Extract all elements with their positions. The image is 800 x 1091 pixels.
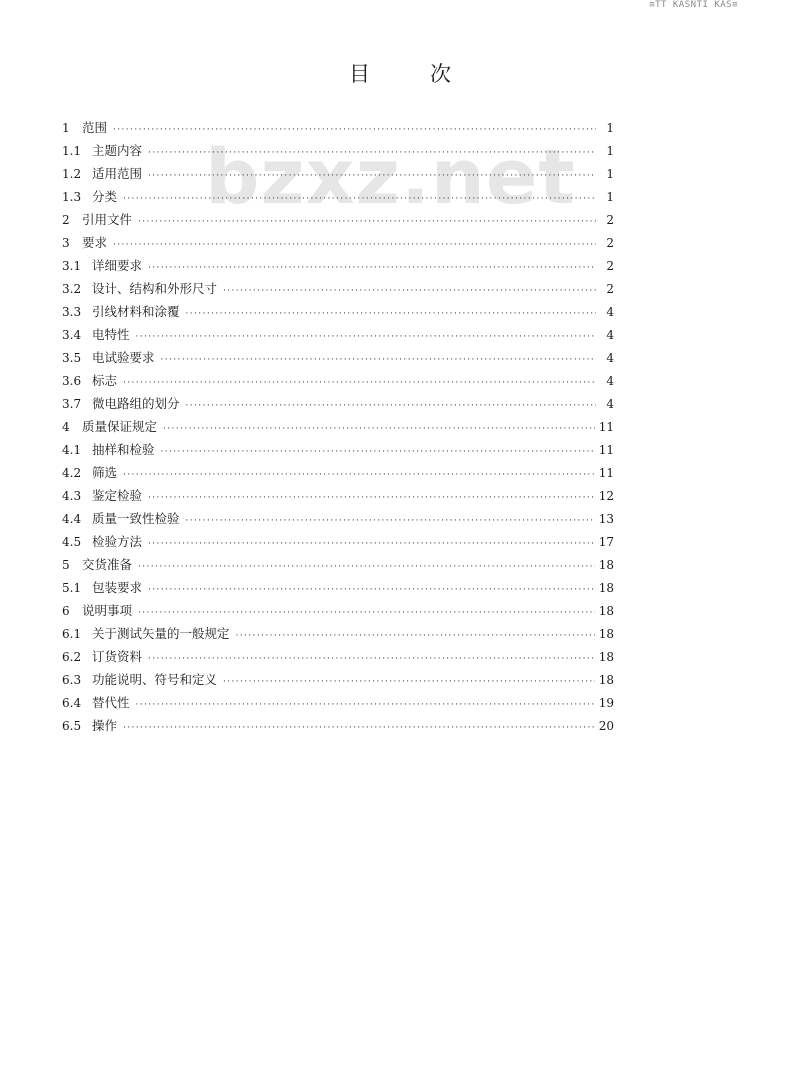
- toc-leader-dots: [148, 487, 595, 510]
- toc-leader-dots: [148, 579, 595, 602]
- toc-entry-page: 1: [606, 121, 614, 135]
- toc-entry-label: 关于测试矢量的一般规定: [92, 626, 230, 641]
- toc-entry-label: 分类: [92, 189, 118, 204]
- toc-leader-dots: [138, 556, 595, 579]
- toc-entry-number: 5: [62, 558, 70, 572]
- toc-entry[interactable]: [62, 231, 614, 254]
- toc-entry-number: 3: [62, 236, 70, 250]
- toc-entry-label: 设计、结构和外形尺寸: [92, 281, 218, 296]
- toc-entry[interactable]: [62, 576, 614, 599]
- toc-entry[interactable]: [62, 300, 614, 323]
- toc-entry[interactable]: [62, 392, 614, 415]
- page-title-part1: 目: [349, 62, 370, 87]
- toc-entry-page: 1: [606, 167, 614, 181]
- toc-entry-label: 引用文件: [82, 212, 133, 227]
- toc-entry[interactable]: [62, 461, 614, 484]
- toc-entry-number: 6.1: [62, 627, 82, 641]
- toc-entry-page: 4: [606, 374, 614, 388]
- toc-entry-number: 4.4: [62, 512, 82, 526]
- toc-entry[interactable]: [62, 599, 614, 622]
- toc-entry-page: 13: [598, 512, 614, 526]
- toc-entry-number: 4.2: [62, 466, 82, 480]
- toc-leader-dots: [161, 349, 596, 372]
- toc-leader-dots: [163, 418, 595, 441]
- toc-entry-label: 详细要求: [92, 258, 143, 273]
- toc-entry-page: 18: [598, 558, 614, 572]
- toc-entry[interactable]: [62, 208, 614, 231]
- toc-entry-label: 替代性: [92, 695, 130, 710]
- toc-entry-page: 11: [598, 466, 614, 480]
- toc-entry-number: 6.2: [62, 650, 82, 664]
- toc-entry-page: 18: [598, 627, 614, 641]
- toc-leader-dots: [186, 303, 596, 326]
- toc-entry-page: 11: [598, 420, 614, 434]
- toc-leader-dots: [148, 142, 596, 165]
- toc-entry[interactable]: [62, 691, 614, 714]
- toc-entry-number: 5.1: [62, 581, 82, 595]
- toc-entry-page: 4: [606, 328, 614, 342]
- toc-leader-dots: [123, 717, 595, 740]
- toc-entry[interactable]: [62, 185, 614, 208]
- toc-entry-label: 质量保证规定: [82, 419, 158, 434]
- toc-entry-page: 4: [606, 397, 614, 411]
- toc-entry-number: 6.3: [62, 673, 82, 687]
- toc-entry-page: 20: [598, 719, 614, 733]
- toc-leader-dots: [123, 464, 595, 487]
- toc-entry-page: 2: [606, 259, 614, 273]
- toc-entry-page: 2: [606, 213, 614, 227]
- toc-entry-number: 1.3: [62, 190, 82, 204]
- table-of-contents: [62, 116, 614, 737]
- toc-leader-dots: [113, 119, 596, 142]
- toc-entry-label: 筛选: [92, 465, 118, 480]
- toc-entry-number: 4.5: [62, 535, 82, 549]
- toc-entry-label: 引线材料和涂覆: [92, 304, 180, 319]
- toc-entry[interactable]: [62, 139, 614, 162]
- header-mark: ≡TT KASNTI KAS≡: [649, 0, 738, 10]
- page-title-part2: 次: [430, 62, 451, 87]
- toc-entry-label: 范围: [82, 120, 108, 135]
- toc-entry-page: 1: [606, 190, 614, 204]
- toc-entry-label: 主题内容: [92, 143, 143, 158]
- toc-leader-dots: [161, 441, 595, 464]
- toc-entry-label: 电特性: [92, 327, 130, 342]
- toc-entry-label: 质量一致性检验: [92, 511, 180, 526]
- toc-entry[interactable]: [62, 645, 614, 668]
- toc-entry-page: 18: [598, 581, 614, 595]
- toc-entry-page: 19: [598, 696, 614, 710]
- toc-entry-number: 6: [62, 604, 70, 618]
- toc-entry[interactable]: [62, 323, 614, 346]
- toc-entry[interactable]: [62, 714, 614, 737]
- toc-entry-number: 3.6: [62, 374, 82, 388]
- toc-entry-number: 6.4: [62, 696, 82, 710]
- toc-entry-number: 1: [62, 121, 70, 135]
- toc-entry-page: 4: [606, 305, 614, 319]
- toc-leader-dots: [136, 326, 596, 349]
- toc-leader-dots: [223, 280, 596, 303]
- toc-entry-number: 4.1: [62, 443, 82, 457]
- toc-entry-label: 鉴定检验: [92, 488, 143, 503]
- toc-entry[interactable]: [62, 277, 614, 300]
- toc-entry-label: 微电路组的划分: [92, 396, 180, 411]
- toc-entry-label: 标志: [92, 373, 118, 388]
- toc-entry[interactable]: [62, 438, 614, 461]
- toc-entry-number: 3.4: [62, 328, 82, 342]
- toc-entry-number: 3.1: [62, 259, 82, 273]
- toc-entry-label: 电试验要求: [92, 350, 155, 365]
- toc-leader-dots: [138, 211, 596, 234]
- toc-leader-dots: [123, 188, 596, 211]
- toc-entry-page: 11: [598, 443, 614, 457]
- toc-entry-label: 交货准备: [82, 557, 133, 572]
- toc-entry-label: 说明事项: [82, 603, 133, 618]
- toc-entry-number: 3.7: [62, 397, 82, 411]
- toc-entry[interactable]: [62, 668, 614, 691]
- toc-entry-label: 检验方法: [92, 534, 143, 549]
- toc-entry-number: 1.1: [62, 144, 82, 158]
- toc-entry[interactable]: [62, 507, 614, 530]
- toc-entry[interactable]: [62, 530, 614, 553]
- toc-entry[interactable]: [62, 254, 614, 277]
- toc-entry-label: 抽样和检验: [92, 442, 155, 457]
- toc-leader-dots: [186, 510, 595, 533]
- toc-entry-page: 18: [598, 604, 614, 618]
- toc-entry[interactable]: [62, 484, 614, 507]
- toc-leader-dots: [186, 395, 596, 418]
- toc-entry[interactable]: [62, 553, 614, 576]
- toc-entry-number: 3.5: [62, 351, 82, 365]
- toc-entry-label: 要求: [82, 235, 108, 250]
- toc-entry-label: 功能说明、符号和定义: [92, 672, 218, 687]
- watermark: bzxz.net: [205, 132, 576, 221]
- toc-entry-page: 18: [598, 673, 614, 687]
- toc-entry-page: 18: [598, 650, 614, 664]
- toc-entry-number: 6.5: [62, 719, 82, 733]
- toc-entry[interactable]: [62, 622, 614, 645]
- toc-leader-dots: [123, 372, 596, 395]
- toc-entry-label: 订货资料: [92, 649, 143, 664]
- toc-entry-number: 2: [62, 213, 70, 227]
- toc-entry-number: 3.3: [62, 305, 82, 319]
- toc-entry[interactable]: [62, 346, 614, 369]
- toc-entry-page: 12: [598, 489, 614, 503]
- toc-entry-label: 操作: [92, 718, 118, 733]
- toc-leader-dots: [236, 625, 595, 648]
- toc-leader-dots: [113, 234, 596, 257]
- toc-entry-number: 3.2: [62, 282, 82, 296]
- toc-entry-number: 4: [62, 420, 70, 434]
- toc-entry[interactable]: [62, 415, 614, 438]
- toc-entry-label: 包装要求: [92, 580, 143, 595]
- toc-entry[interactable]: [62, 162, 614, 185]
- toc-leader-dots: [148, 165, 596, 188]
- toc-leader-dots: [136, 694, 595, 717]
- toc-entry[interactable]: [62, 369, 614, 392]
- page-title: [0, 58, 800, 88]
- toc-entry-page: 2: [606, 236, 614, 250]
- toc-entry-page: 1: [606, 144, 614, 158]
- toc-entry-number: 1.2: [62, 167, 82, 181]
- toc-leader-dots: [148, 533, 595, 556]
- toc-entry-page: 2: [606, 282, 614, 296]
- toc-entry-page: 17: [598, 535, 614, 549]
- toc-entry-page: 4: [606, 351, 614, 365]
- toc-leader-dots: [223, 671, 595, 694]
- toc-entry[interactable]: [62, 116, 614, 139]
- toc-entry-number: 4.3: [62, 489, 82, 503]
- toc-entry-label: 适用范围: [92, 166, 143, 181]
